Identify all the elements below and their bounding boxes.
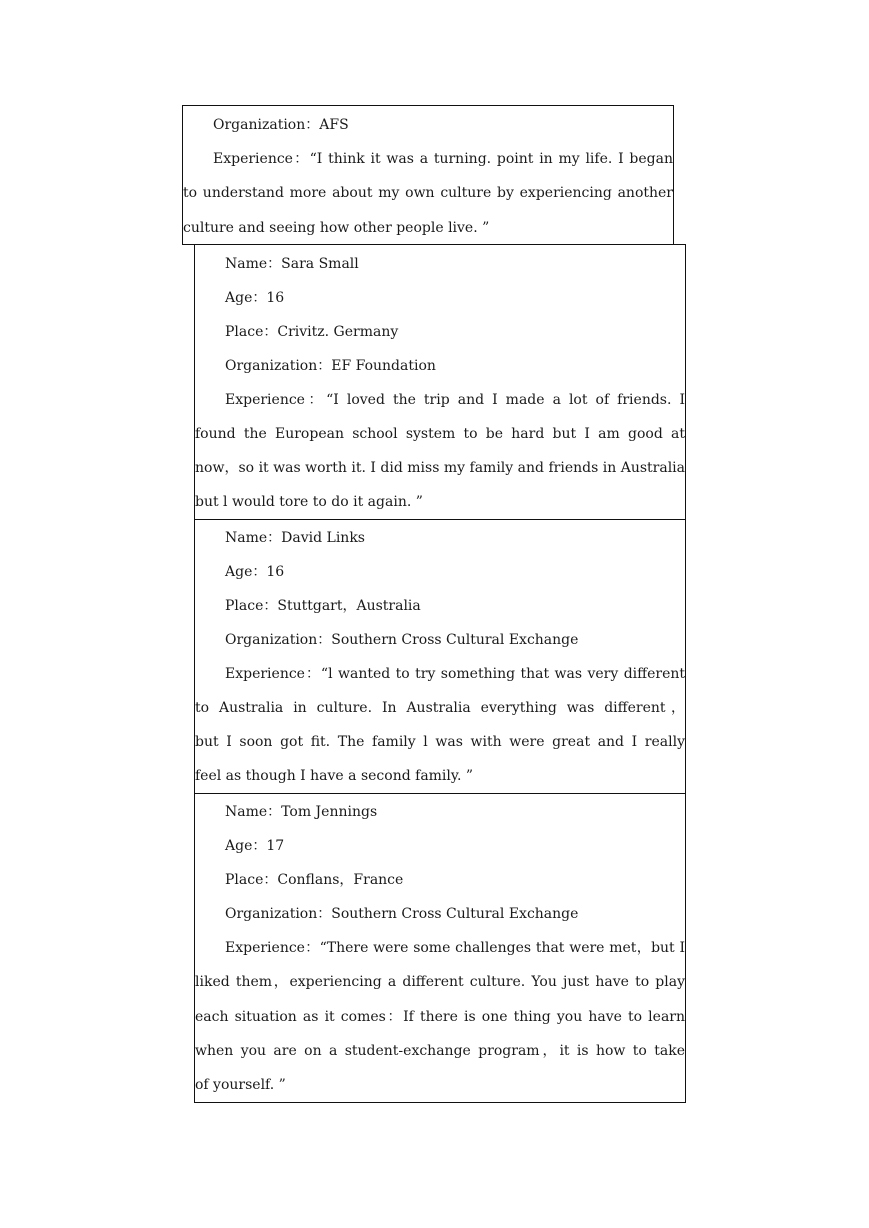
experience-line: when you are on a student-exchange program，it is how to take xyxy=(195,1043,685,1059)
name-line: Name：Sara Small xyxy=(225,256,359,272)
testimonial-card-david-links xyxy=(194,519,686,795)
testimonial-card-tom-jennings xyxy=(194,793,686,1103)
place-line: Place：Conflans，France xyxy=(225,872,404,888)
experience-line: each situation as it comes：If there is one thing you have to learn xyxy=(195,1009,685,1025)
organization-line: Organization：Southern Cross Cultural Exchange xyxy=(225,632,579,648)
place-line: Place：Crivitz. Germany xyxy=(225,324,399,340)
age-line: Age：16 xyxy=(225,290,285,306)
experience-line: Experience：“l wanted to try something that was very different xyxy=(225,666,685,682)
place-line: Place：Stuttgart，Australia xyxy=(225,598,421,614)
experience-line: liked them，experiencing a different culture. You just have to play xyxy=(195,974,685,990)
experience-line: feel as though I have a second family. ” xyxy=(195,768,473,784)
name-line: Name：David Links xyxy=(225,530,365,546)
experience-line: culture and seeing how other people live. ” xyxy=(183,220,490,236)
experience-line: Experience：“There were some challenges that were met，but I xyxy=(225,940,685,956)
testimonial-card-afs xyxy=(182,105,674,245)
experience-line: of yourself. ” xyxy=(195,1077,286,1093)
organization-line: Organization：EF Foundation xyxy=(225,358,436,374)
age-line: Age：16 xyxy=(225,564,285,580)
experience-line: to understand more about my own culture by experiencing another xyxy=(183,185,673,201)
name-line: Name：Tom Jennings xyxy=(225,804,378,820)
experience-line: but l would tore to do it again. ” xyxy=(195,494,423,510)
experience-line: found the European school system to be hard but I am good at xyxy=(195,426,685,442)
experience-line: but I soon got fit. The family l was with were great and I really xyxy=(195,734,685,750)
age-line: Age：17 xyxy=(225,838,285,854)
experience-line: now，so it was worth it. I did miss my family and friends in Australia xyxy=(195,460,685,476)
testimonial-card-sara-small xyxy=(194,244,686,521)
organization-line: Organization：AFS xyxy=(213,117,349,133)
organization-line: Organization：Southern Cross Cultural Exchange xyxy=(225,906,579,922)
experience-line: Experience：“I loved the trip and I made a lot of friends. I xyxy=(225,392,685,408)
experience-line: Experience：“I think it was a turning. point in my life. I began xyxy=(213,151,673,167)
experience-line: to Australia in culture. In Australia everything was different， xyxy=(195,700,685,716)
